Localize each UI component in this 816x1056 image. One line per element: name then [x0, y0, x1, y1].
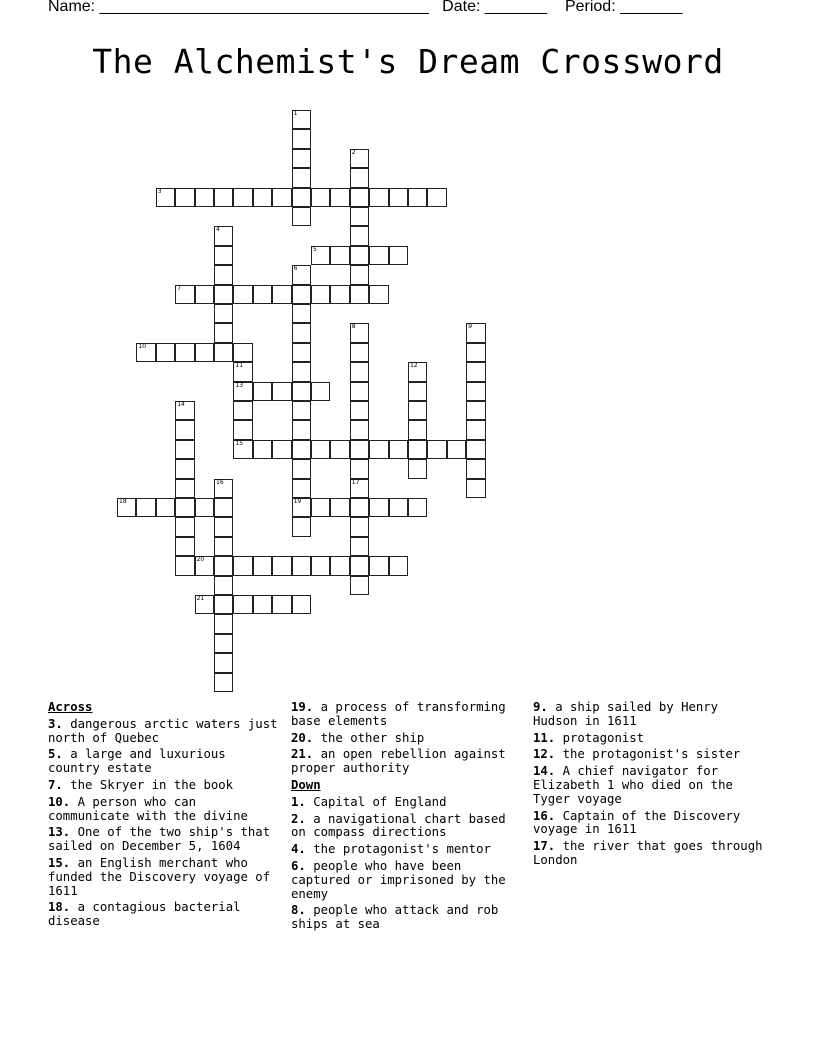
grid-cell[interactable]	[369, 440, 388, 459]
grid-cell[interactable]	[292, 459, 311, 478]
grid-cell[interactable]	[233, 343, 252, 362]
clue-number: 20	[196, 556, 205, 564]
clue-num: 15.	[48, 855, 71, 870]
clue-item	[533, 701, 769, 729]
clue-number: 9	[468, 323, 473, 331]
clue-num: 2.	[291, 811, 306, 826]
grid-cell[interactable]	[253, 556, 272, 575]
clue-text: A chief navigator for Elizabeth 1 who died on the Tyger voyage	[533, 764, 733, 806]
grid-cell[interactable]	[195, 285, 214, 304]
clue-text: the protagonist's sister	[555, 747, 741, 762]
clue-text: people who have been captured or imprisoned by the enemy	[291, 858, 506, 901]
grid-cell[interactable]	[447, 440, 466, 459]
clue-num: 10.	[48, 794, 71, 809]
grid-cell[interactable]	[350, 556, 369, 575]
grid-cell[interactable]	[292, 556, 311, 575]
clue-item	[48, 826, 284, 854]
grid-cell[interactable]	[292, 401, 311, 420]
grid-cell[interactable]	[175, 459, 194, 478]
grid-cell[interactable]	[408, 382, 427, 401]
clue-num: 17.	[533, 839, 556, 854]
grid-cell[interactable]	[175, 517, 194, 536]
clue-num: 20.	[291, 730, 314, 745]
grid-cell[interactable]	[311, 285, 330, 304]
grid-cell[interactable]	[350, 207, 369, 226]
clue-item	[48, 857, 284, 898]
clue-item	[48, 748, 284, 776]
grid-cell[interactable]	[214, 498, 233, 517]
clue-num: 1.	[291, 794, 306, 809]
grid-cell[interactable]	[350, 401, 369, 420]
grid-cell[interactable]	[214, 517, 233, 536]
grid-cell[interactable]	[233, 188, 252, 207]
grid-cell[interactable]	[292, 517, 311, 536]
clue-number: 5	[313, 245, 317, 253]
down-heading: Down	[291, 777, 321, 792]
grid-cell[interactable]	[253, 382, 272, 401]
grid-cell[interactable]	[350, 265, 369, 284]
grid-cell[interactable]	[350, 498, 369, 517]
clue-number: 1	[293, 110, 298, 117]
grid-cell[interactable]	[350, 362, 369, 381]
clue-number: 18	[119, 498, 127, 505]
clue-item	[291, 701, 527, 729]
clue-number: 17	[351, 478, 360, 486]
grid-cell[interactable]	[350, 576, 369, 595]
clue-item	[533, 732, 769, 746]
grid-cell[interactable]	[311, 556, 330, 575]
grid-cell[interactable]	[175, 285, 194, 304]
grid-cell[interactable]	[350, 517, 369, 536]
grid-cell[interactable]	[214, 537, 233, 556]
grid-cell[interactable]	[292, 420, 311, 439]
grid-cell[interactable]	[350, 537, 369, 556]
clue-item	[533, 840, 769, 868]
grid-cell[interactable]	[292, 323, 311, 342]
grid-cell[interactable]	[466, 420, 485, 439]
clue-item	[533, 748, 769, 762]
grid-cell[interactable]	[156, 343, 175, 362]
grid-cell[interactable]	[272, 595, 291, 614]
grid-cell[interactable]	[292, 498, 311, 517]
grid-cell[interactable]	[350, 188, 369, 207]
period-field[interactable]: _______	[620, 0, 683, 15]
grid-cell[interactable]	[330, 285, 349, 304]
grid-cell[interactable]	[214, 246, 233, 265]
grid-cell[interactable]	[408, 188, 427, 207]
across-heading: Across	[48, 700, 93, 714]
clue-number: 15	[235, 439, 244, 447]
grid-cell[interactable]	[292, 188, 311, 207]
grid-cell[interactable]	[389, 246, 408, 265]
grid-cell[interactable]	[330, 556, 349, 575]
clue-num: 18.	[48, 900, 71, 915]
clue-text: an English merchant who funded the Discovery voyage of 1611	[48, 855, 271, 898]
grid-cell[interactable]	[195, 188, 214, 207]
grid-cell[interactable]	[292, 265, 311, 284]
clue-num: 4.	[291, 842, 306, 857]
grid-cell[interactable]	[311, 246, 330, 265]
grid-cell[interactable]	[427, 440, 446, 459]
grid-cell[interactable]	[156, 498, 175, 517]
grid-cell[interactable]	[214, 634, 233, 653]
clue-num: 21.	[291, 747, 314, 762]
grid-cell[interactable]	[408, 440, 427, 459]
grid-cell[interactable]	[214, 323, 233, 342]
clue-text: the other ship	[313, 730, 425, 745]
grid-cell[interactable]	[214, 285, 233, 304]
grid-cell[interactable]	[350, 285, 369, 304]
grid-cell[interactable]	[311, 188, 330, 207]
grid-cell[interactable]	[175, 401, 194, 420]
clue-number: 4	[216, 226, 220, 234]
grid-cell[interactable]	[369, 246, 388, 265]
clue-text: a process of transforming base elements	[291, 700, 506, 728]
grid-cell[interactable]	[389, 188, 408, 207]
grid-cell[interactable]	[175, 556, 194, 575]
clue-text: a navigational chart based on compass directions	[291, 811, 506, 840]
clue-num: 12.	[533, 747, 556, 762]
clue-number: 16	[216, 478, 224, 486]
clue-item	[48, 718, 284, 746]
grid-cell[interactable]	[175, 188, 194, 207]
grid-cell[interactable]	[350, 246, 369, 265]
grid-cell[interactable]	[350, 420, 369, 439]
grid-cell[interactable]	[272, 440, 291, 459]
period-label: Period:	[564, 0, 616, 15]
grid-cell[interactable]	[233, 382, 252, 401]
clue-number: 3	[157, 187, 162, 195]
grid-cell[interactable]	[253, 188, 272, 207]
grid-cell[interactable]	[233, 362, 252, 381]
grid-cell[interactable]	[292, 207, 311, 226]
grid-cell[interactable]	[195, 343, 214, 362]
grid-cell[interactable]	[408, 362, 427, 381]
clue-number: 19	[293, 498, 302, 505]
grid-cell[interactable]	[466, 401, 485, 420]
grid-cell[interactable]	[214, 343, 233, 362]
clue-item	[48, 901, 284, 929]
clue-text: Capital of England	[305, 794, 447, 809]
clue-item	[48, 779, 284, 793]
grid-cell[interactable]	[350, 323, 369, 342]
clue-num: 9.	[533, 700, 548, 714]
grid-cell[interactable]	[311, 440, 330, 459]
grid-cell[interactable]	[330, 188, 349, 207]
grid-cell[interactable]	[427, 188, 446, 207]
grid-cell[interactable]	[292, 595, 311, 614]
name-label: Name:	[48, 0, 96, 15]
grid-cell[interactable]	[466, 440, 485, 459]
clues-column-1	[48, 701, 284, 932]
grid-cell[interactable]	[292, 382, 311, 401]
grid-cell[interactable]	[156, 188, 175, 207]
grid-cell[interactable]	[175, 440, 194, 459]
grid-cell[interactable]	[292, 168, 311, 187]
grid-cell[interactable]	[233, 420, 252, 439]
grid-cell[interactable]	[292, 304, 311, 323]
grid-cell[interactable]	[272, 382, 291, 401]
grid-cell[interactable]	[272, 285, 291, 304]
clue-num: 6.	[291, 858, 306, 873]
clue-num: 19.	[291, 700, 314, 714]
grid-cell[interactable]	[408, 459, 427, 478]
clue-item	[533, 810, 769, 838]
grid-cell[interactable]	[117, 498, 136, 517]
grid-cell[interactable]	[292, 479, 311, 498]
clue-text: the Skryer in the book	[62, 777, 234, 792]
grid-cell[interactable]	[195, 498, 214, 517]
clue-num: 13.	[48, 825, 71, 840]
grid-cell[interactable]	[292, 440, 311, 459]
clue-number: 11	[235, 362, 244, 370]
grid-cell[interactable]	[330, 246, 349, 265]
clue-item	[533, 765, 769, 806]
grid-cell[interactable]	[350, 343, 369, 362]
grid-cell[interactable]	[233, 595, 252, 614]
grid-cell[interactable]	[214, 304, 233, 323]
clue-num: 16.	[533, 808, 556, 823]
clue-item	[291, 748, 527, 776]
grid-cell[interactable]	[369, 498, 388, 517]
date-label: Date:	[442, 0, 481, 15]
clue-number: 7	[177, 284, 182, 292]
grid-cell[interactable]	[214, 188, 233, 207]
date-field[interactable]: _______	[484, 0, 548, 15]
grid-cell[interactable]	[408, 401, 427, 420]
grid-cell[interactable]	[292, 362, 311, 381]
grid-cell[interactable]	[292, 285, 311, 304]
grid-cell[interactable]	[292, 129, 311, 148]
clue-item	[291, 813, 527, 841]
grid-cell[interactable]	[389, 498, 408, 517]
clue-num: 14.	[533, 764, 556, 779]
grid-cell[interactable]	[350, 440, 369, 459]
grid-cell[interactable]	[330, 498, 349, 517]
grid-cell[interactable]	[350, 459, 369, 478]
grid-cell[interactable]	[253, 440, 272, 459]
grid-cell[interactable]	[175, 498, 194, 517]
grid-cell[interactable]	[292, 149, 311, 168]
grid-cell[interactable]	[214, 673, 233, 692]
clue-text: protagonist	[555, 730, 645, 745]
clue-item	[291, 796, 527, 810]
grid-cell[interactable]	[175, 343, 194, 362]
name-field[interactable]: _____________________________________	[99, 0, 429, 15]
grid-cell[interactable]	[175, 537, 194, 556]
clue-text: a contagious bacterial disease	[48, 900, 241, 929]
grid-cell[interactable]	[350, 168, 369, 187]
clue-number: 13	[235, 381, 244, 389]
grid-cell[interactable]	[214, 265, 233, 284]
clue-number: 12	[410, 362, 418, 370]
clue-number: 8	[351, 323, 356, 331]
clue-number: 10	[138, 342, 147, 350]
grid-cell[interactable]	[214, 595, 233, 614]
clue-num: 11.	[533, 730, 556, 745]
clue-text: One of the two ship's that sailed on December 5, 1604	[48, 825, 271, 854]
grid-cell[interactable]	[369, 285, 388, 304]
grid-cell[interactable]	[466, 382, 485, 401]
grid-cell[interactable]	[311, 498, 330, 517]
grid-cell[interactable]	[214, 556, 233, 575]
grid-cell[interactable]	[272, 556, 291, 575]
grid-cell[interactable]	[214, 479, 233, 498]
grid-cell[interactable]	[350, 226, 369, 245]
grid-cell[interactable]	[175, 479, 194, 498]
grid-cell[interactable]	[214, 653, 233, 672]
clue-number: 6	[293, 265, 298, 273]
clue-text: the protagonist's mentor	[305, 842, 491, 857]
grid-cell[interactable]	[214, 614, 233, 633]
grid-cell[interactable]	[389, 440, 408, 459]
grid-cell[interactable]	[466, 343, 485, 362]
grid-cell[interactable]	[408, 420, 427, 439]
clue-num: 7.	[48, 777, 63, 792]
clue-num: 5.	[48, 747, 63, 762]
grid-cell[interactable]	[136, 498, 155, 517]
clue-number: 2	[351, 148, 356, 156]
grid-cell[interactable]	[369, 556, 388, 575]
clue-text: Captain of the Discovery voyage in 1611	[533, 808, 741, 837]
clue-item	[291, 732, 527, 746]
grid-cell[interactable]	[408, 498, 427, 517]
grid-cell[interactable]	[175, 420, 194, 439]
grid-cell[interactable]	[136, 343, 155, 362]
grid-cell[interactable]	[272, 188, 291, 207]
grid-cell[interactable]	[311, 382, 330, 401]
grid-cell[interactable]	[233, 401, 252, 420]
grid-cell[interactable]	[214, 226, 233, 245]
grid-cell[interactable]	[292, 343, 311, 362]
grid-cell[interactable]	[195, 556, 214, 575]
clue-text: people who attack and rob ships at sea	[291, 903, 499, 932]
grid-cell[interactable]	[292, 110, 311, 129]
clue-text: a large and luxurious country estate	[48, 747, 226, 776]
clue-number: 21	[196, 595, 205, 602]
grid-cell[interactable]	[389, 556, 408, 575]
grid-cell[interactable]	[369, 188, 388, 207]
grid-cell[interactable]	[330, 440, 349, 459]
grid-cell[interactable]	[195, 595, 214, 614]
grid-cell[interactable]	[253, 285, 272, 304]
grid-cell[interactable]	[466, 323, 485, 342]
grid-cell[interactable]	[466, 362, 485, 381]
grid-cell[interactable]	[466, 479, 485, 498]
clue-num: 8.	[291, 903, 306, 918]
grid-cell[interactable]	[466, 459, 485, 478]
grid-cell[interactable]	[214, 576, 233, 595]
clue-text: A person who can communicate with the divine	[48, 794, 248, 823]
clue-item	[291, 843, 527, 857]
clue-item	[291, 860, 527, 901]
grid-cell[interactable]	[253, 595, 272, 614]
clue-text: an open rebellion against proper authority	[291, 747, 506, 776]
clue-number: 14	[177, 401, 185, 408]
grid-cell[interactable]	[233, 556, 252, 575]
grid-cell[interactable]	[350, 149, 369, 168]
grid-cell[interactable]	[350, 479, 369, 498]
clue-item	[291, 904, 527, 932]
clue-num: 3.	[48, 716, 63, 731]
clue-text: the river that goes through London	[533, 839, 763, 867]
clue-text: dangerous arctic waters just north of Quebec	[48, 716, 278, 745]
clue-item	[48, 796, 284, 824]
clues-column-3	[533, 701, 769, 871]
page-title: The Alchemist's Dream Crossword	[92, 42, 724, 81]
grid-cell[interactable]	[233, 440, 252, 459]
grid-cell[interactable]	[233, 285, 252, 304]
clues-column-2	[291, 701, 527, 935]
clue-text: a ship sailed by Henry Hudson in 1611	[533, 700, 719, 728]
grid-cell[interactable]	[350, 382, 369, 401]
